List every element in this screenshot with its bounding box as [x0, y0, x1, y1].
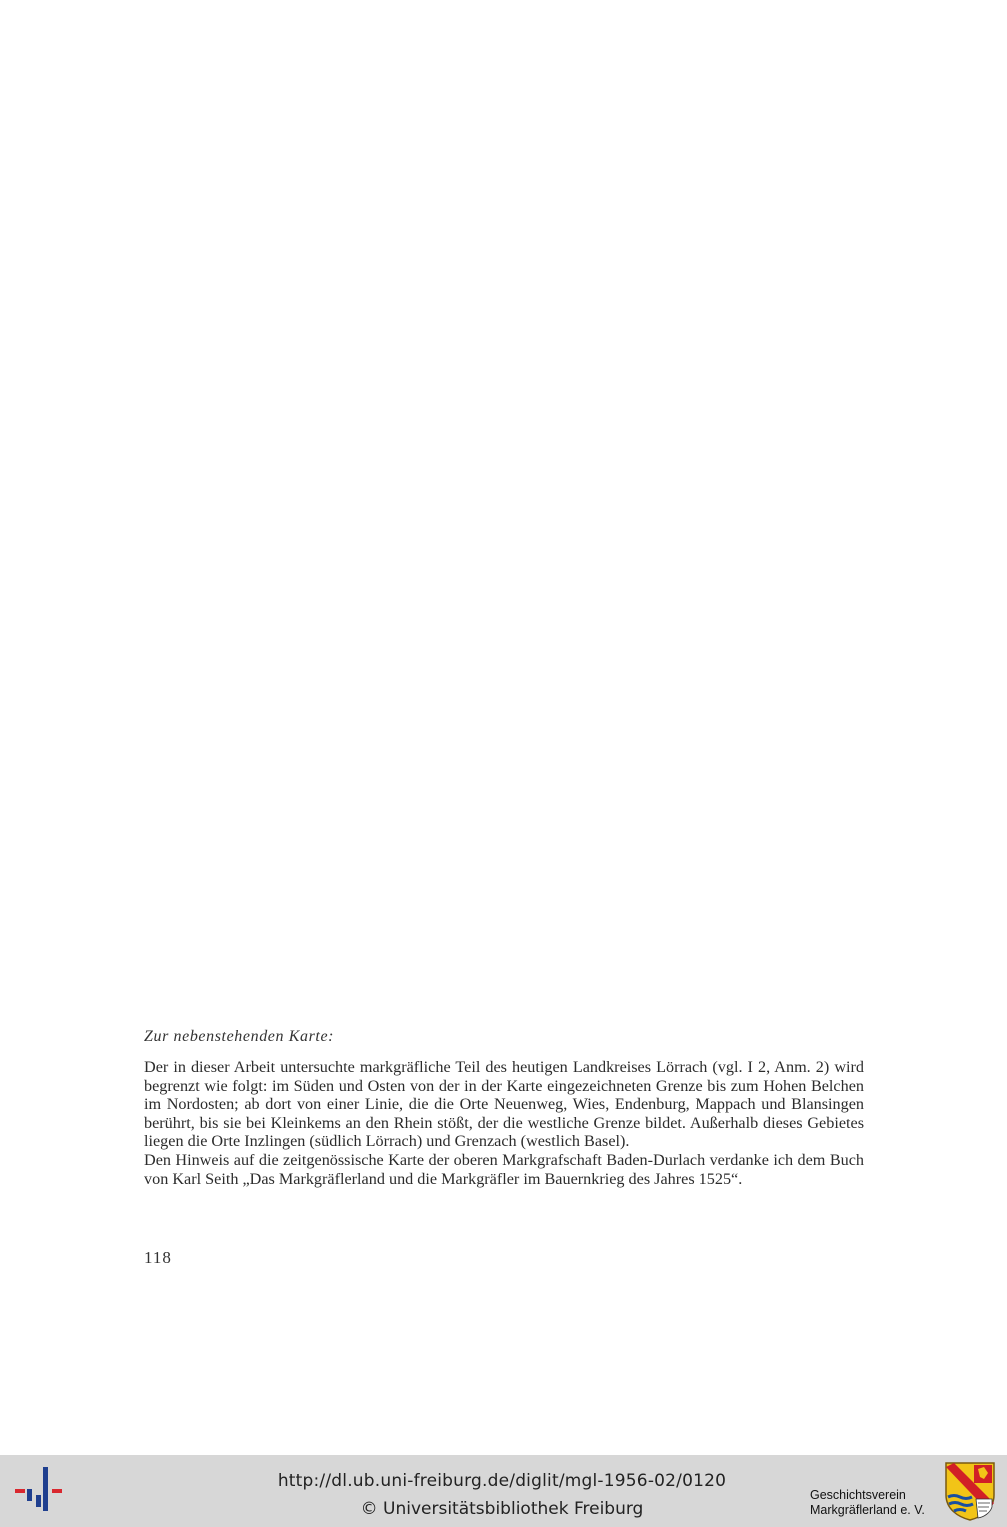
paragraph: Der in dieser Arbeit untersuchte markgräfliche Teil des heutigen Landkreises Lörrach (vgl. I 2, Anm. 2) wird begrenzt wie folgt: im Süden und Osten von der in der Karte eingezeichneten Grenze bis zum Hohen Belchen im Nordosten; ab dort von einer Linie, die die Orte Neuenweg, Wies, Endenburg, Mappach und Blansingen berührt, bis sie bei Kleinkems an den Rhein stößt, der die westliche Grenze bildet. Außerhalb dieses Gebietes liegen die Orte Inzlingen (südlich Lörrach) und Grenzach (westlich Basel). — [144, 1058, 864, 1151]
document-body — [144, 1058, 864, 1188]
copyright-notice: © Universitätsbibliothek Freiburg — [360, 1499, 644, 1519]
footer-bar — [0, 1455, 1007, 1527]
society-name-line: Markgräflerland e. V. — [810, 1503, 925, 1517]
society-name-line: Geschichtsverein — [810, 1488, 906, 1502]
page-number: 118 — [144, 1248, 172, 1267]
map-caption-heading: Zur nebenstehenden Karte: — [144, 1028, 335, 1045]
coat-of-arms-icon[interactable] — [944, 1461, 996, 1521]
ub-freiburg-logo-icon[interactable] — [12, 1465, 64, 1517]
source-url-link[interactable]: http://dl.ub.uni-freiburg.de/diglit/mgl-1956-02/0120 — [277, 1471, 727, 1491]
society-name — [810, 1488, 925, 1518]
paragraph: Den Hinweis auf die zeitgenössische Karte der oberen Markgrafschaft Baden-Durlach verdanke ich dem Buch von Karl Seith „Das Markgräflerland und die Markgräfler im Bauernkrieg des Jahres 1525“. — [144, 1150, 864, 1188]
